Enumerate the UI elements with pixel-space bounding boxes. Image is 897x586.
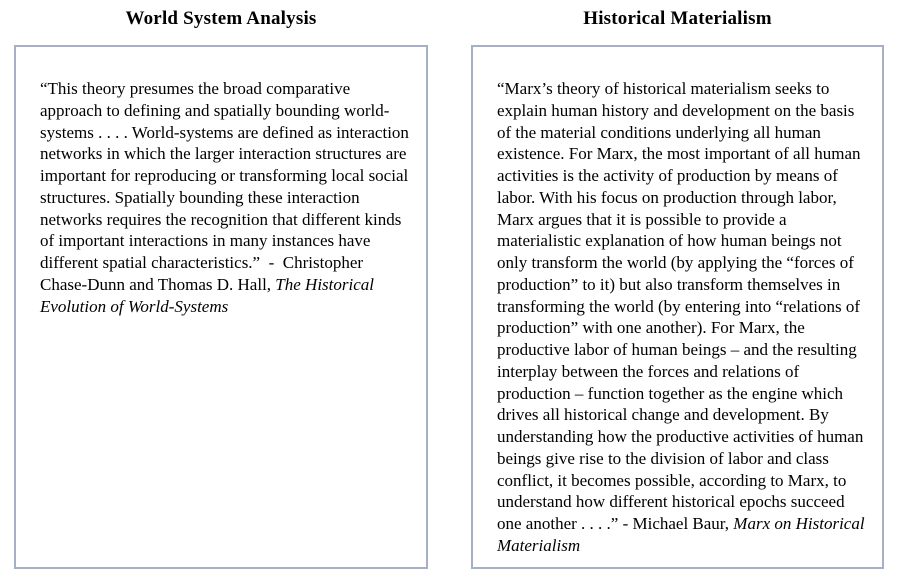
- quote-text: “This theory presumes the broad comparative approach to defining and spatially bounding world-systems . . . . World-systems are defined as interaction networks in which the larger interaction structures are important for reproducing or transforming local social structures. Spatially bounding these interaction networks requires the recognition that different kinds of important interactions in many instances have different spatial characteristics.” - Christopher Chase-Dunn and Thomas D. Hall,: [40, 79, 414, 294]
- quote-paragraph: [16, 47, 426, 317]
- quote-text: “Marx’s theory of historical materialism seeks to explain human history and development on the basis of the material conditions underlying all human existence. For Marx, the most important of all human activities is the activity of production by means of labor. With his focus on production through labor, Marx argues that it is possible to provide a materialistic explanation of how human beings not only transform the world (by applying the “forces of production” to it) but also transform themselves in transforming the world (by entering into “relations of production” with one another). For Marx, the productive labor of human beings – and the resulting interplay between the forces and relations of production – function together as the engine which drives all historical change and development. By understanding how the productive activities of human beings give rise to the division of labor and class conflict, it becomes possible, according to Marx, to understand how different historical epochs succeed one another . . . .” - Michael Baur,: [497, 79, 868, 533]
- citation-book-title: Marx on Historical Materialism: [497, 514, 869, 555]
- citation-book-title: The Historical Evolution of World-Systems: [40, 274, 379, 316]
- quote-paragraph: [473, 47, 882, 557]
- quote-box-historical-materialism: [471, 45, 884, 569]
- quote-box-world-system-analysis: [14, 45, 428, 569]
- column-title-historical-materialism: Historical Materialism: [583, 8, 772, 29]
- column-title-world-system-analysis: World System Analysis: [125, 8, 317, 29]
